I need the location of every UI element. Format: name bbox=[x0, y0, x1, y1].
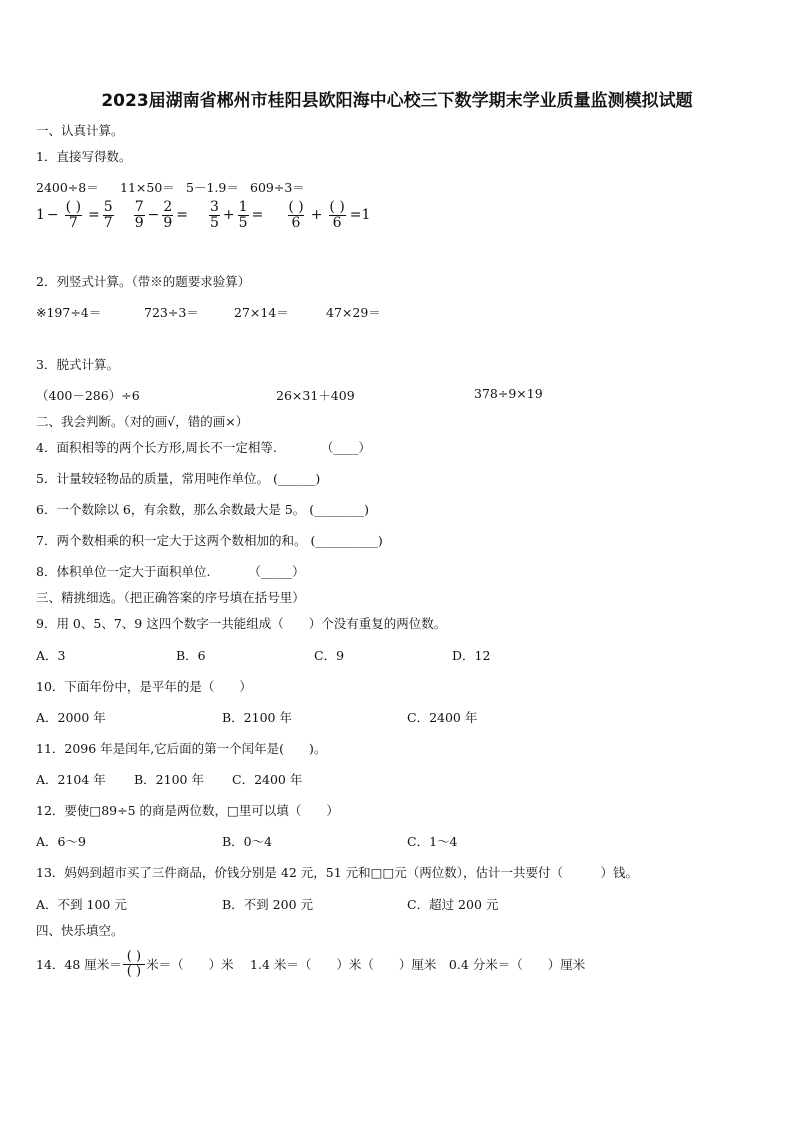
option-a[interactable]: A．2000 年 bbox=[36, 710, 106, 725]
fraction-numerator: 1 bbox=[238, 199, 248, 215]
section-heading-4: 四、快乐填空。 bbox=[36, 923, 124, 938]
minus-sign: − bbox=[46, 207, 59, 224]
fraction bbox=[123, 950, 145, 978]
fraction-denominator: 9 bbox=[163, 214, 173, 231]
judge-text: 7．两个数相乘的积一定大于这两个数相加的和。 bbox=[36, 533, 307, 548]
number: 1 bbox=[36, 207, 45, 224]
fraction-denominator: 5 bbox=[238, 214, 248, 231]
q14-prefix: 14．48 厘米＝ bbox=[36, 957, 122, 973]
judge-text: 4．面积相等的两个长方形,周长不一定相等. bbox=[36, 440, 277, 455]
option-c[interactable]: C．1～4 bbox=[407, 834, 458, 849]
answer-blank[interactable]: （_____） bbox=[248, 564, 305, 579]
fraction bbox=[103, 200, 114, 230]
equals-one: =1 bbox=[349, 207, 371, 224]
fraction bbox=[209, 200, 220, 230]
q1-item: 609÷3＝ bbox=[250, 180, 305, 195]
answer-blank[interactable]: (__________) bbox=[310, 533, 383, 548]
option-c[interactable]: C．9 bbox=[314, 648, 345, 663]
q2-item: 723÷3＝ bbox=[144, 305, 199, 320]
fraction-denominator: 6 bbox=[288, 215, 305, 231]
judge-text: 8．体积单位一定大于面积单位. bbox=[36, 564, 211, 579]
fraction-denominator: 6 bbox=[329, 215, 346, 231]
fraction-denominator: 5 bbox=[210, 214, 219, 231]
answer-blank[interactable]: (______) bbox=[272, 471, 321, 486]
option-a[interactable]: A．6～9 bbox=[36, 834, 86, 849]
option-c[interactable]: C．2400 年 bbox=[407, 710, 478, 725]
choice-question: 10．下面年份中，是平年的是（ ） bbox=[36, 679, 252, 694]
q2-item: 27×14＝ bbox=[234, 305, 289, 320]
option-c[interactable]: C．超过 200 元 bbox=[407, 897, 499, 912]
choice-question: 9．用 0、5、7、9 这四个数字一共能组成（ ）个没有重复的两位数。 bbox=[36, 616, 447, 631]
equals-sign: = bbox=[176, 207, 188, 224]
equals-sign: = bbox=[251, 207, 264, 224]
question-14 bbox=[36, 950, 585, 978]
q1-item: 5－1.9＝ bbox=[186, 180, 239, 195]
option-b[interactable]: B．2100 年 bbox=[134, 772, 204, 787]
option-b[interactable]: B．0～4 bbox=[222, 834, 273, 849]
option-c[interactable]: C．2400 年 bbox=[232, 772, 303, 787]
judge-text: 5．计量较轻物品的质量，常用吨作单位。 bbox=[36, 471, 269, 486]
fraction-denominator: 7 bbox=[65, 215, 82, 231]
fraction-numerator: ( ) bbox=[329, 199, 345, 215]
question-1-label: 1．直接写得数。 bbox=[36, 149, 132, 164]
fraction-numerator: 2 bbox=[163, 199, 173, 215]
question-2-label: 2．列竖式计算。（带※的题要求验算） bbox=[36, 274, 251, 289]
fraction-numerator: ( ) bbox=[288, 199, 304, 215]
judge-text: 6．一个数除以 6，有余数，那么余数最大是 5。 bbox=[36, 502, 306, 517]
section-heading-2: 二、我会判断。（对的画√，错的画×） bbox=[36, 414, 249, 429]
option-b[interactable]: B．2100 年 bbox=[222, 710, 292, 725]
judge-question bbox=[36, 531, 383, 549]
judge-question bbox=[36, 562, 305, 580]
question-3-label: 3．脱式计算。 bbox=[36, 357, 119, 372]
answer-blank[interactable]: (________) bbox=[309, 502, 370, 517]
fraction-numerator: 5 bbox=[103, 199, 113, 215]
choice-question: 13．妈妈到超市买了三件商品，价钱分别是 42 元，51 元和□□元（两位数），估计一共要付（ ）钱。 bbox=[36, 865, 639, 880]
q1-item: 2400÷8＝ bbox=[36, 180, 99, 195]
fraction bbox=[238, 200, 249, 230]
q3-item: （400－286）÷6 bbox=[36, 388, 140, 403]
section-heading-1: 一、认真计算。 bbox=[36, 123, 124, 138]
fraction-denominator: 9 bbox=[134, 214, 144, 231]
fraction bbox=[162, 200, 173, 230]
option-a[interactable]: A．3 bbox=[36, 648, 66, 663]
fraction-denominator[interactable]: ( ) bbox=[123, 964, 145, 979]
answer-blank[interactable]: （____） bbox=[320, 440, 371, 455]
minus-sign: − bbox=[147, 207, 160, 224]
q2-item: 47×29＝ bbox=[326, 305, 381, 320]
q14-suffix: 米＝（ ）米 1.4 米＝（ ）米（ ）厘米 0.4 分米＝（ ）厘米 bbox=[146, 957, 586, 973]
fraction-numerator: 3 bbox=[210, 199, 219, 215]
judge-question bbox=[36, 438, 371, 456]
choice-question: 12．要使□89÷5 的商是两位数，□里可以填（ ） bbox=[36, 803, 339, 818]
fraction bbox=[325, 200, 348, 230]
fraction bbox=[62, 200, 85, 230]
fraction bbox=[134, 200, 145, 230]
q3-item: 26×31＋409 bbox=[276, 388, 355, 403]
q2-item: ※197÷4＝ bbox=[36, 305, 102, 320]
option-a[interactable]: A．不到 100 元 bbox=[36, 897, 127, 912]
page-title: 2023届湖南省郴州市桂阳县欧阳海中心校三下数学期末学业质量监测模拟试题 bbox=[101, 91, 693, 111]
q1-fraction-row bbox=[36, 200, 370, 230]
q1-item: 11×50＝ bbox=[120, 180, 175, 195]
option-d[interactable]: D．12 bbox=[452, 648, 491, 663]
fraction bbox=[284, 200, 307, 230]
judge-question bbox=[36, 500, 369, 518]
section-heading-3: 三、精挑细选。（把正确答案的序号填在括号里） bbox=[36, 590, 305, 605]
option-a[interactable]: A．2104 年 bbox=[36, 772, 106, 787]
plus-sign: + bbox=[222, 207, 235, 224]
fraction-numerator: ( ) bbox=[65, 199, 82, 215]
equals-sign: = bbox=[88, 207, 100, 224]
fraction-denominator: 7 bbox=[103, 214, 113, 231]
fraction-numerator[interactable]: ( ) bbox=[126, 949, 142, 964]
option-b[interactable]: B．不到 200 元 bbox=[222, 897, 313, 912]
option-b[interactable]: B．6 bbox=[176, 648, 206, 663]
plus-sign: + bbox=[310, 207, 323, 224]
judge-question bbox=[36, 469, 320, 487]
choice-question: 11．2096 年是闰年,它后面的第一个闰年是( )。 bbox=[36, 741, 327, 756]
fraction-numerator: 7 bbox=[134, 199, 144, 215]
q3-item: 378÷9×19 bbox=[474, 386, 543, 401]
